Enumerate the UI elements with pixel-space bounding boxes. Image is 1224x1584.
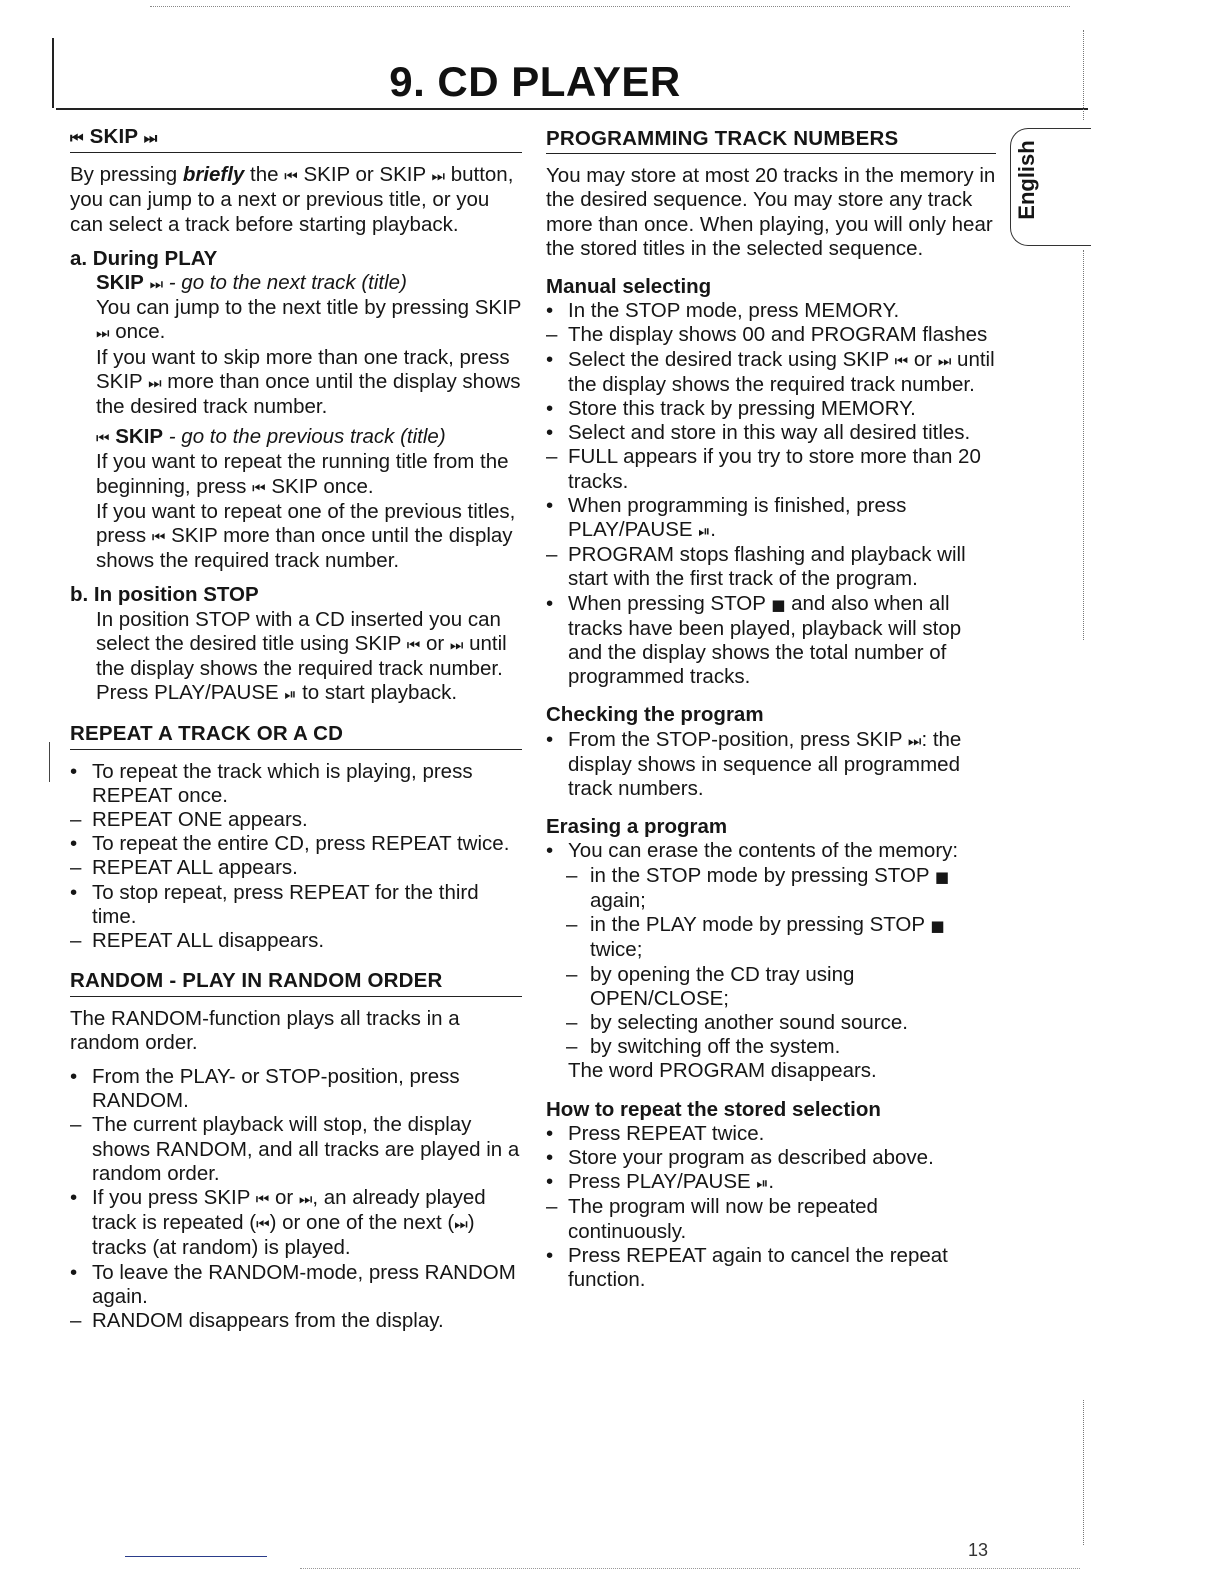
programming-intro: You may store at most 20 tracks in the memory in the desired sequence. You may store any track more than once. When playing, you will only hear the stored titles in the selected sequence.: [546, 164, 996, 260]
subheading-in-position-stop: b. In position STOP: [70, 583, 259, 607]
footer-rule: [125, 1556, 267, 1557]
margin-rule: [49, 742, 50, 782]
list-item: – by switching off the system.: [566, 1035, 841, 1059]
list-item: • Store your program as described above.: [546, 1145, 934, 1169]
list-item: • When pressing STOP ■ and also when all tracks have been played, playback will stop and the display shows the total number of programmed tracks.: [546, 591, 962, 689]
title-underline: [56, 108, 1088, 110]
previous-track-icon: ⏮: [406, 635, 421, 654]
scan-edge: [1083, 250, 1085, 640]
previous-track-icon: ⏮: [284, 167, 298, 186]
list-item: • Press PLAY/PAUSE ⏯.: [546, 1170, 775, 1194]
list-item: – The program will now be repeated continuously.: [546, 1195, 878, 1243]
subheading-erasing: Erasing a program: [546, 815, 728, 839]
scan-artifact-bottom: [300, 1568, 1080, 1569]
list-item: – in the PLAY mode by pressing STOP ■ twice;: [566, 913, 945, 962]
paragraph: If you want to repeat the running title from the beginning, press ⏮ SKIP once.: [96, 450, 509, 498]
scan-artifact-top: [150, 6, 1070, 7]
list-item: – REPEAT ALL disappears.: [70, 929, 325, 953]
previous-track-icon: ⏮: [151, 528, 166, 547]
skip-intro: By pressing briefly the ⏮ SKIP or SKIP ⏭ button, you can jump to a next or previous title, or you can select a track before starting playback.: [70, 163, 514, 236]
subheading-manual-selecting: Manual selecting: [546, 275, 712, 299]
paragraph: If you want to repeat one of the previous titles, press ⏮ SKIP more than once until the display shows the required track number.: [96, 499, 516, 573]
section-heading-repeat: REPEAT A TRACK OR A CD: [70, 722, 522, 749]
list-item: • When programming is finished, press PLAY/PAUSE ⏯.: [546, 493, 907, 542]
section-heading-skip: ⏮ SKIP ⏭: [70, 125, 522, 153]
next-track-icon: ⏭: [148, 373, 162, 392]
list-item: • To stop repeat, press REPEAT for the third time.: [70, 880, 479, 928]
list-item: • From the STOP-position, press SKIP ⏭: the display shows in sequence all programmed track numbers.: [546, 727, 962, 801]
subheading-how-to-repeat: How to repeat the stored selection: [546, 1097, 881, 1121]
next-track-icon: ⏭: [449, 635, 464, 654]
next-track-icon: ⏭: [431, 167, 445, 186]
list-item: – FULL appears if you try to store more than 20 tracks.: [546, 445, 981, 493]
next-track-icon: ⏭: [96, 324, 110, 343]
language-tab-label: English: [1014, 140, 1039, 220]
stop-icon: ■: [930, 917, 945, 936]
list-item: – in the STOP mode by pressing STOP ■ again;: [566, 863, 950, 912]
list-item: • Press REPEAT again to cancel the repeat function.: [546, 1243, 948, 1291]
list-item: – RANDOM disappears from the display.: [70, 1308, 444, 1332]
paragraph: If you want to skip more than one track, press SKIP ⏭ more than once until the display shows the desired track number.: [96, 345, 521, 419]
list-item: • In the STOP mode, press MEMORY.: [546, 299, 900, 323]
random-intro: The RANDOM-function plays all tracks in a random order.: [70, 1006, 460, 1054]
play-pause-icon: ⏯: [698, 522, 711, 541]
page-number: 13: [968, 1540, 989, 1560]
stop-icon: ■: [771, 595, 786, 614]
list-item: • To repeat the track which is playing, press REPEAT once.: [70, 759, 473, 807]
list-item: – REPEAT ONE appears.: [70, 808, 308, 832]
previous-track-icon: ⏮: [70, 129, 84, 147]
scan-edge: [1083, 1400, 1085, 1545]
paragraph: In position STOP with a CD inserted you can select the desired title using SKIP ⏮ or ⏭ until the display shows the required track number. Press PLAY/PAUSE ⏯ to start playback.: [96, 607, 507, 705]
next-track-icon: ⏭: [149, 275, 164, 294]
section-heading-random: RANDOM - PLAY IN RANDOM ORDER: [70, 969, 522, 996]
list-item: • Press REPEAT twice.: [546, 1121, 765, 1145]
next-track-icon: ⏭: [143, 129, 158, 147]
page-title: 9. CD PLAYER: [389, 58, 681, 105]
next-track-icon: ⏭: [298, 1189, 313, 1208]
list-item: – REPEAT ALL appears.: [70, 856, 298, 880]
list-item: – by opening the CD tray using OPEN/CLOSE;: [566, 962, 855, 1010]
list-item: • Select and store in this way all desired titles.: [546, 421, 971, 445]
list-item: • To leave the RANDOM-mode, press RANDOM again.: [70, 1260, 516, 1308]
list-item: • To repeat the entire CD, press REPEAT twice.: [70, 832, 510, 856]
list-item: – The current playback will stop, the display shows RANDOM, and all tracks are played in a random order.: [70, 1113, 520, 1185]
list-item: • Select the desired track using SKIP ⏮ or ⏭ until the display shows the required track number.: [546, 347, 995, 396]
list-item: – by selecting another sound source.: [566, 1010, 908, 1034]
previous-track-icon: ⏮: [255, 1189, 270, 1208]
next-track-icon: ⏭: [454, 1215, 468, 1234]
list-item: • You can erase the contents of the memory:: [546, 839, 959, 863]
scan-edge: [1083, 30, 1085, 120]
previous-track-icon: ⏮: [894, 351, 909, 370]
play-pause-icon: ⏯: [284, 685, 297, 704]
paragraph: You can jump to the next title by pressing SKIP ⏭ once.: [96, 296, 522, 344]
list-item: • If you press SKIP ⏮ or ⏭, an already played track is repeated (⏮) or one of the next (⏭) tracks (at random) is played.: [70, 1185, 486, 1260]
left-column: [70, 125, 522, 1333]
play-pause-icon: ⏯: [756, 1174, 769, 1193]
previous-track-icon: ⏮: [252, 478, 266, 497]
skip-next-label: SKIP ⏭ - go to the next track (title): [96, 271, 407, 295]
list-item: – The display shows 00 and PROGRAM flashes: [546, 323, 988, 347]
list-item: – PROGRAM stops flashing and playback will start with the first track of the program.: [546, 543, 966, 591]
skip-prev-label: ⏮ SKIP - go to the previous track (title): [96, 425, 446, 449]
previous-track-icon: ⏮: [96, 429, 110, 448]
stop-icon: ■: [934, 867, 950, 886]
list-item: • From the PLAY- or STOP-position, press RANDOM.: [70, 1064, 460, 1113]
erasing-note: The word PROGRAM disappears.: [568, 1059, 877, 1083]
subheading-during-play: a. During PLAY: [70, 246, 218, 270]
next-track-icon: ⏭: [937, 351, 952, 370]
next-track-icon: ⏭: [907, 731, 922, 750]
previous-track-icon: ⏮: [256, 1215, 270, 1234]
list-item: • Store this track by pressing MEMORY.: [546, 397, 916, 421]
subheading-checking: Checking the program: [546, 703, 764, 727]
right-column: [546, 127, 996, 1292]
section-heading-programming: PROGRAMMING TRACK NUMBERS: [546, 127, 996, 154]
